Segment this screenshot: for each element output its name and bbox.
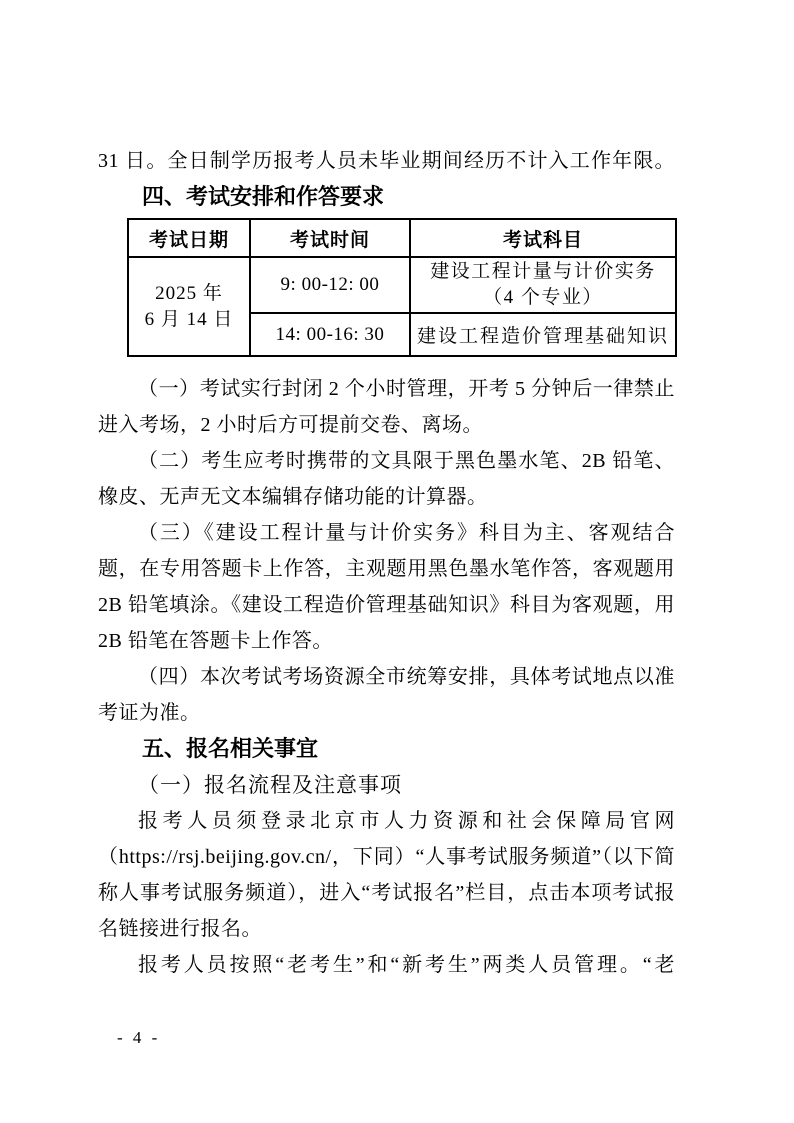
section-five-heading: 五、报名相关事宜 — [142, 736, 319, 761]
morning-time: 9: 00-12: 00 — [280, 274, 380, 295]
table-header-row — [128, 219, 676, 257]
para-exam-closure: （一）考试实行封闭 2 个小时管理，开考 5 分钟后一律禁止进入考场，2 小时后方可提前交卷、离场。 — [98, 378, 675, 436]
section-four-heading: 四、考试安排和作答要求 — [142, 184, 385, 209]
exam-date-line2: 6 月 14 日 — [144, 308, 234, 330]
exam-schedule-table — [127, 218, 677, 357]
para-stationery: （二）考生应考时携带的文具限于黑色墨水笔、2B 铅笔、橡皮、无声无文本编辑存储功能的计算器。 — [98, 450, 675, 508]
para-answer-format: （三）《建设工程计量与计价实务》科目为主、客观结合题，在专用答题卡上作答，主观题用黑色墨水笔作答，客观题用 2B 铅笔填涂。《建设工程造价管理基础知识》科目为客观题，用 2B 铅笔在答题卡上作答。 — [98, 522, 675, 652]
exam-time-header: 考试时间 — [250, 219, 410, 257]
page-number: - 4 - — [117, 1028, 161, 1047]
intro-continuation-paragraph: 31 日。全日制学历报考人员未毕业期间经历不计入工作年限。 — [98, 150, 675, 172]
para-registration-site: 报考人员须登录北京市人力资源和社会保障局官网（https://rsj.beijing.gov.cn/，下同）“人事考试服务频道”（以下简称人事考试服务频道），进入“考试报名”栏目，点击本项考试报名链接进行报名。 — [98, 810, 675, 940]
document-content — [98, 143, 675, 983]
exam-date-cell — [128, 257, 250, 356]
afternoon-time: 14: 00-16: 30 — [275, 323, 385, 345]
afternoon-subject-cell — [410, 313, 676, 356]
morning-subject-line1: 建设工程计量与计价实务 — [430, 261, 656, 282]
afternoon-subject: 建设工程造价管理基础知识 — [416, 326, 669, 347]
afternoon-time-cell — [250, 313, 410, 356]
subsection-one-heading: （一）报名流程及注意事项 — [138, 773, 402, 797]
morning-time-cell — [250, 257, 410, 313]
para-candidate-types: 报考人员按照“老考生”和“新考生”两类人员管理。“老 — [138, 954, 675, 976]
table-row — [128, 257, 676, 313]
exam-subject-header: 考试科目 — [410, 219, 676, 257]
exam-date-line1: 2025 年 — [155, 282, 223, 304]
para-venue: （四）本次考试考场资源全市统筹安排，具体考试地点以准考证为准。 — [98, 666, 675, 724]
morning-subject-cell — [410, 257, 676, 313]
morning-subject-line2: （4 个专业） — [483, 287, 603, 308]
exam-date-header: 考试日期 — [128, 219, 250, 257]
